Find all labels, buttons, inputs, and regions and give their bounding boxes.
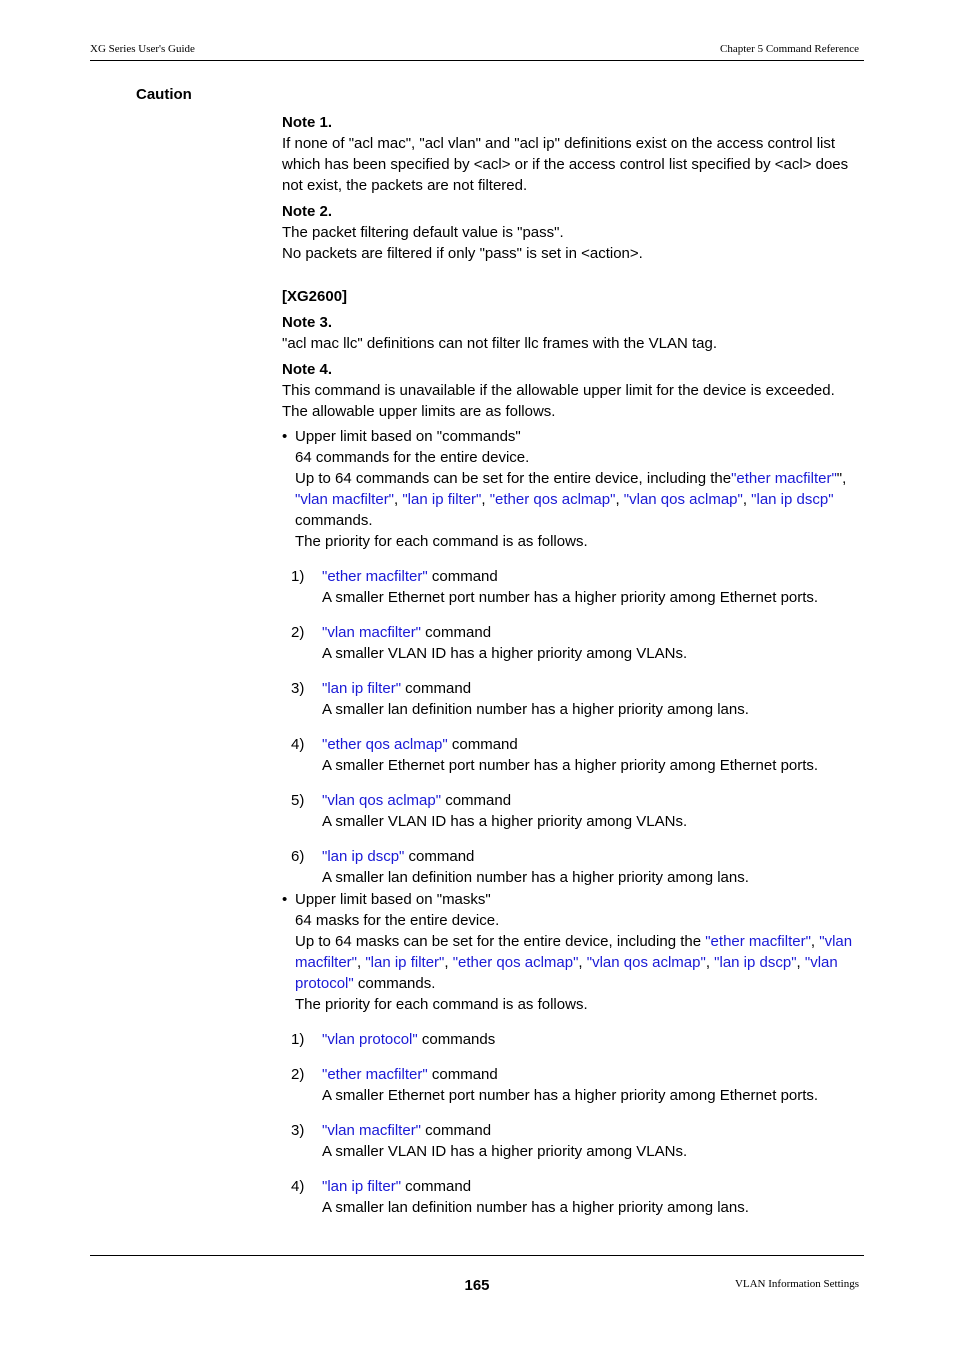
footer-section-title: VLAN Information Settings [734,1278,859,1290]
bullet2-sub: 64 masks for the entire device. [295,912,500,929]
bullet2-title: Upper limit based on "masks" [295,891,491,908]
link-ether-macfilter[interactable]: "ether macfilter" [731,470,837,487]
note3-heading: Note 3. [282,314,333,331]
link-vlan-macfilter[interactable]: "vlan macfilter" [295,933,853,971]
bullet1-title: Upper limit based on "commands" [295,428,521,445]
link-lan-ip-dscp[interactable]: "lan ip dscp" [751,491,834,508]
list-item: 3) "lan ip filter" command A smaller lan definition number has a higher priority among lans. [291,680,749,718]
link-lan-ip-dscp[interactable]: "lan ip dscp" [714,954,797,971]
link-vlan-protocol[interactable]: "vlan protocol" [322,1031,418,1048]
caution-heading: Caution [136,86,192,103]
note2-line1: The packet filtering default value is "pass". [282,224,564,241]
note4-heading: Note 4. [282,361,333,378]
note4-line1: This command is unavailable if the allowable upper limit for the device is exceeded. [282,382,835,399]
note3-text: "acl mac llc" definitions can not filter llc frames with the VLAN tag. [282,335,717,352]
note1-text: If none of "acl mac", "acl vlan" and "acl ip" definitions exist on the access control list which has been specified by <acl> or if the access control list specified by <acl> does not exist, the packets are not filtered. [282,135,849,194]
list-item: 2) "ether macfilter" command A smaller Ethernet port number has a higher priority among Ethernet ports. [291,1066,819,1104]
bullet2-priority: The priority for each command is as follows. [295,996,588,1013]
bullet-masks-limit [282,889,866,1015]
link-vlan-qos-aclmap[interactable]: "vlan qos aclmap" [586,954,706,971]
list-item: 1) "vlan protocol" commands [291,1031,496,1048]
list-item: 4) "lan ip filter" command A smaller lan definition number has a higher priority among lans. [291,1178,749,1216]
link-lan-ip-filter[interactable]: "lan ip filter" [365,954,445,971]
page-number: 165 [464,1277,490,1294]
list-item: 5) "vlan qos aclmap" command A smaller VLAN ID has a higher priority among VLANs. [291,792,688,830]
link-vlan-macfilter[interactable]: "vlan macfilter" [322,1122,422,1139]
link-ether-qos-aclmap[interactable]: "ether qos aclmap" [322,736,448,753]
link-ether-macfilter[interactable]: "ether macfilter" [705,933,811,950]
list-item: 3) "vlan macfilter" command A smaller VLAN ID has a higher priority among VLANs. [291,1122,688,1160]
link-ether-qos-aclmap[interactable]: "ether qos aclmap" [489,491,616,508]
bullet1-sub: 64 commands for the entire device. [295,449,530,466]
list-item: 1) "ether macfilter" command A smaller Ethernet port number has a higher priority among Ethernet ports. [291,568,819,606]
link-lan-ip-filter[interactable]: "lan ip filter" [322,680,402,697]
bullet1-priority: The priority for each command is as follows. [295,533,588,550]
header-guide-title: XG Series User's Guide [90,43,195,55]
bullet2-intro: Up to 64 masks can be set for the entire device, including the "ether macfilter", "vlan macfilter", "lan ip filter", "ether qos aclmap", "vlan qos aclmap", "lan ip dscp", "vlan protocol" commands. [295,933,853,992]
spacer [282,264,866,286]
link-ether-macfilter[interactable]: "ether macfilter" [322,1066,428,1083]
bullet1-intro: Up to 64 commands can be set for the entire device, including the"ether macfilter"", "vlan macfilter", "lan ip filter", "ether qos aclmap", "vlan qos aclmap", "lan ip dscp" commands. [295,470,847,529]
note2-line2: No packets are filtered if only "pass" is set in <action>. [282,245,643,262]
bullet-commands-limit [282,426,866,552]
footer-rule [90,1255,864,1256]
list-item: 4) "ether qos aclmap" command A smaller Ethernet port number has a higher priority among Ethernet ports. [291,736,819,774]
note1-heading: Note 1. [282,114,333,131]
bullet-marker: • [282,428,288,445]
list-item: 6) "lan ip dscp" command A smaller lan definition number has a higher priority among lans. [291,848,749,886]
link-vlan-qos-aclmap[interactable]: "vlan qos aclmap" [322,792,442,809]
link-ether-qos-aclmap[interactable]: "ether qos aclmap" [452,954,579,971]
link-lan-ip-filter[interactable]: "lan ip filter" [322,1178,402,1195]
link-vlan-protocol[interactable]: "vlan protocol" [295,954,838,992]
link-vlan-macfilter[interactable]: "vlan macfilter" [295,491,395,508]
bullet-marker: • [282,891,288,908]
link-vlan-qos-aclmap[interactable]: "vlan qos aclmap" [623,491,743,508]
link-lan-ip-dscp[interactable]: "lan ip dscp" [322,848,405,865]
header-chapter-title: Chapter 5 Command Reference [720,43,859,55]
model-label: [XG2600] [282,288,348,305]
link-vlan-macfilter[interactable]: "vlan macfilter" [322,624,422,641]
link-lan-ip-filter[interactable]: "lan ip filter" [402,491,482,508]
content-body [282,112,866,1218]
note4-line2: The allowable upper limits are as follows. [282,403,556,420]
note2-heading: Note 2. [282,203,333,220]
header-rule [90,60,864,61]
link-ether-macfilter[interactable]: "ether macfilter" [322,568,428,585]
list-item: 2) "vlan macfilter" command A smaller VLAN ID has a higher priority among VLANs. [291,624,688,662]
